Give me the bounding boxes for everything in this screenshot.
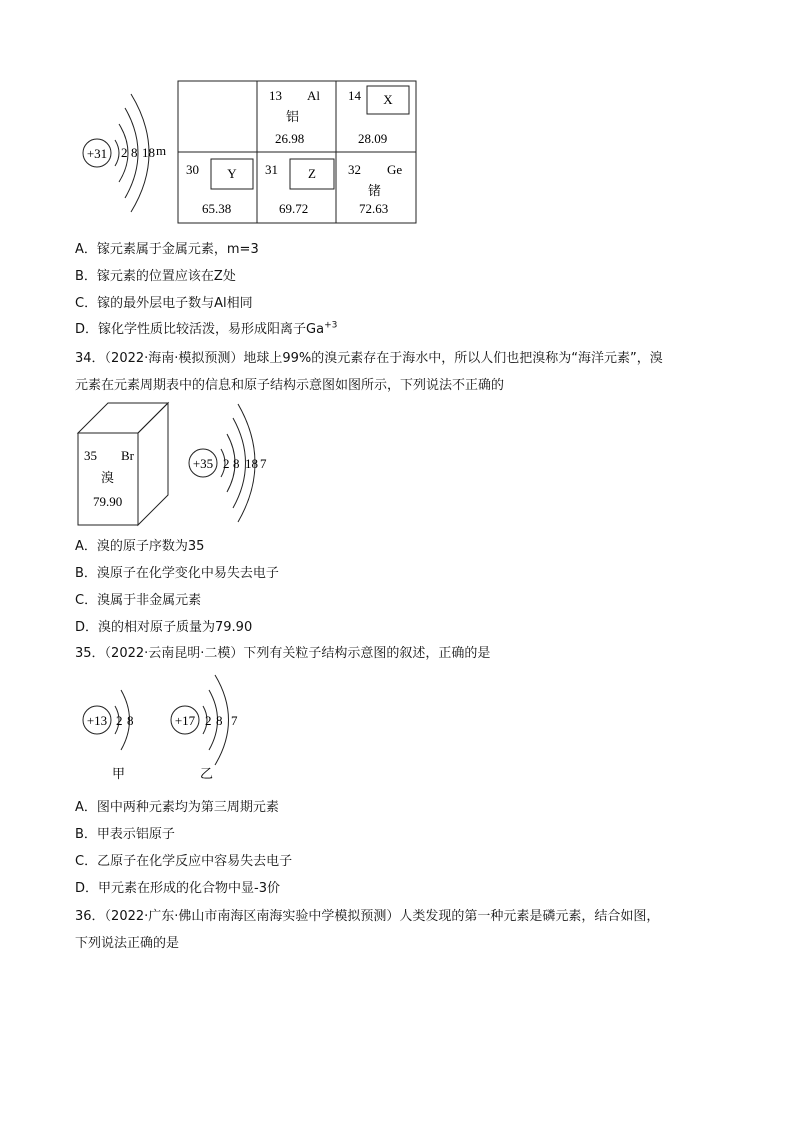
br-number: 35 (84, 448, 97, 463)
al-symbol: Al (307, 88, 320, 103)
yi-label: 乙 (200, 766, 214, 781)
br-symbol: Br (121, 448, 134, 463)
yi-atom-diagram (171, 675, 238, 781)
q35-option-b[interactable]: B．甲表示铝原子 (75, 827, 175, 842)
q34-option-b[interactable]: B．溴原子在化学变化中易失去电子 (75, 566, 279, 581)
yi-shell-2: 8 (216, 713, 223, 728)
yi-shell-1: 2 (205, 713, 212, 728)
br-shell-2: 8 (233, 456, 240, 471)
x-mass: 28.09 (358, 131, 388, 146)
q33-option-b[interactable]: B．镓元素的位置应该在Z处 (75, 269, 236, 284)
yi-shell-3: 7 (231, 713, 238, 728)
q35-option-d[interactable]: D．甲元素在形成的化合物中显-3价 (75, 881, 280, 896)
al-number: 13 (269, 88, 282, 103)
jia-label: 甲 (112, 766, 126, 781)
q33-shell-3: 18 (142, 145, 155, 160)
q33-option-d-charge: +3 (324, 320, 338, 331)
q33-shell-4: m (156, 143, 167, 158)
q33-option-d-text: D．镓化学性质比较活泼，易形成阳离子Ga (75, 322, 325, 337)
q36-stem-line1: 36．（2022·广东·佛山市南海区南海实验中学模拟预测）人类发现的第一种元素是磷元素，结合如图， (75, 909, 660, 924)
y-number: 30 (186, 162, 199, 177)
br-name: 溴 (101, 470, 115, 485)
z-number: 31 (265, 162, 278, 177)
br-shell-3: 18 (245, 456, 258, 471)
q33-figure (75, 78, 435, 228)
q35-option-a[interactable]: A．图中两种元素均为第三周期元素 (75, 800, 279, 815)
q35-figure (75, 672, 255, 787)
br-nucleus-charge: +35 (192, 456, 214, 471)
q33-shell-1: 2 (121, 145, 128, 160)
z-mass: 69.72 (279, 201, 309, 216)
q33-option-d[interactable] (75, 318, 337, 337)
ge-symbol: Ge (387, 162, 403, 177)
y-mass: 65.38 (202, 201, 232, 216)
q33-option-c[interactable]: C．镓的最外层电子数与Al相同 (75, 296, 253, 311)
q33-periodic-grid (178, 81, 416, 223)
q35-option-c[interactable]: C．乙原子在化学反应中容易失去电子 (75, 854, 293, 869)
q35-stem: 35．（2022·云南昆明·二模）下列有关粒子结构示意图的叙述，正确的是 (75, 646, 491, 661)
jia-shell-1: 2 (116, 713, 123, 728)
x-symbol: X (383, 92, 393, 107)
q36-stem-line2: 下列说法正确的是 (75, 936, 180, 951)
jia-atom-diagram (83, 690, 134, 781)
br-shell-4: 7 (260, 456, 267, 471)
q33-nucleus-charge: +31 (86, 146, 108, 161)
q34-stem-line2: 元素在元素周期表中的信息和原子结构示意图如图所示，下列说法不正确的 (75, 378, 505, 393)
q34-figure (75, 400, 285, 530)
z-symbol: Z (308, 166, 316, 181)
q33-option-a[interactable]: A．镓元素属于金属元素，m=3 (75, 242, 259, 257)
br-shell-1: 2 (223, 456, 230, 471)
q33-atom-diagram (83, 94, 166, 212)
q34-stem-line1: 34．（2022·海南·模拟预测）地球上99%的溴元素存在于海水中，所以人们也把溴称为“海洋元素”，溴 (75, 351, 663, 366)
bromine-atom-diagram (189, 404, 267, 522)
q34-option-d[interactable]: D．溴的相对原子质量为79.90 (75, 620, 253, 635)
br-mass: 79.90 (93, 494, 123, 509)
al-name: 铝 (286, 109, 300, 124)
jia-shell-2: 8 (127, 713, 134, 728)
al-mass: 26.98 (275, 131, 305, 146)
jia-nucleus-charge: +13 (86, 713, 108, 728)
ge-name: 锗 (368, 183, 382, 198)
yi-nucleus-charge: +17 (174, 713, 196, 728)
q33-shell-2: 8 (131, 145, 138, 160)
x-number: 14 (348, 88, 361, 103)
y-symbol: Y (227, 166, 237, 181)
ge-mass: 72.63 (359, 201, 389, 216)
q34-option-c[interactable]: C．溴属于非金属元素 (75, 593, 202, 608)
q34-option-a[interactable]: A．溴的原子序数为35 (75, 539, 205, 554)
bromine-element-cube (78, 403, 168, 525)
ge-number: 32 (348, 162, 361, 177)
